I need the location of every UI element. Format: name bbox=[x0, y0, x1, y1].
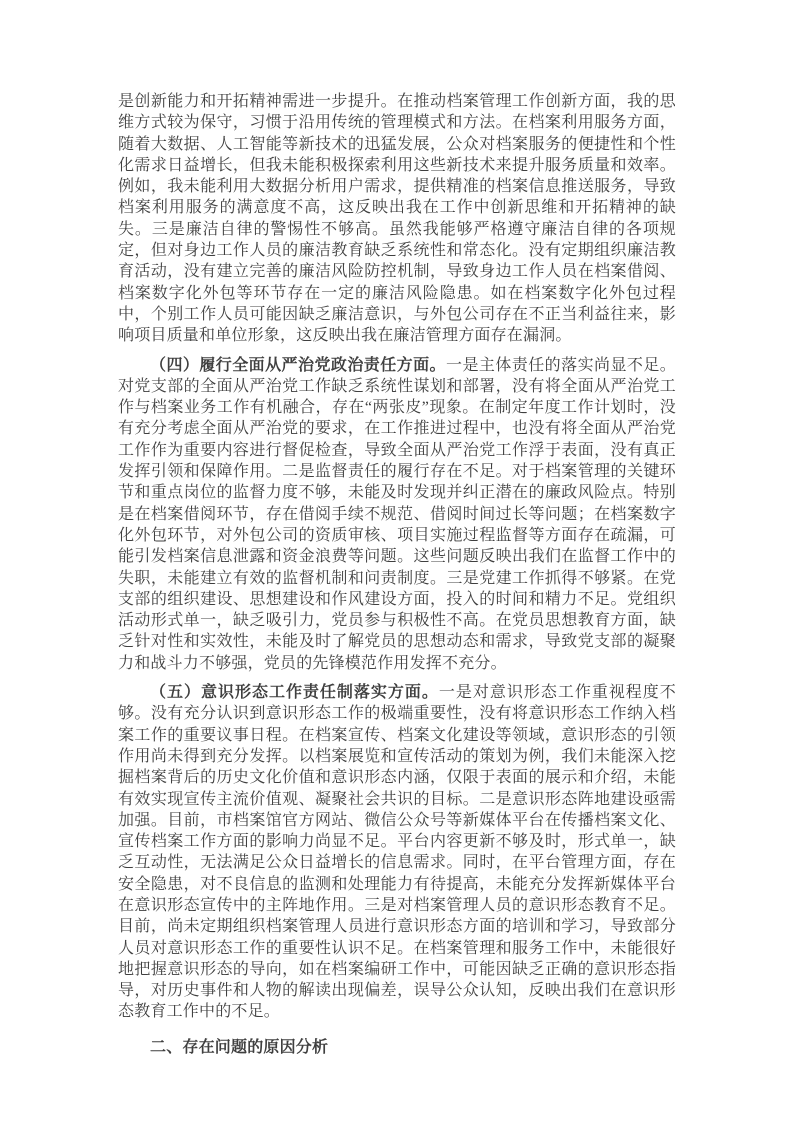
chapter-2-heading: 二、存在问题的原因分析 bbox=[150, 1038, 329, 1056]
section-4-heading: （四）履行全面从严治党政治责任方面。 bbox=[150, 356, 447, 374]
paragraph-continuation-text: 是创新能力和开拓精神需进一步提升。在推动档案管理工作创新方面，我的思维方式较为保守，习惯于沿用传统的管理模式和方法。在档案利用服务方面，随着大数据、人工智能等新技术的迅猛发展，公众对档案服务的便捷性和个性化需求日益增长，但我未能积极探索利用这些新技术来提升服务质量和效率。例如，我未能利用大数据分析用户需求，提供精准的档案信息推送服务，导致档案利用服务的满意度不高，这反映出我在工作中创新思维和开拓精神的缺失。三是廉洁自律的警惕性不够高。虽然我能够严格遵守廉洁自律的各项规定，但对身边工作人员的廉洁教育缺乏系统性和常态化。没有定期组织廉洁教育活动，没有建立完善的廉洁风险防控机制，导致身边工作人员在档案借阅、档案数字化外包等环节存在一定的廉洁风险隐患。如在档案数字化外包过程中，个别工作人员可能因缺乏廉洁意识，与外包公司存在不正当利益往来，影响项目质量和单位形象，这反映出我在廉洁管理方面存在漏洞。 bbox=[118, 93, 676, 345]
paragraph-section-5 bbox=[118, 682, 676, 1023]
section-5-body: 一是对意识形态工作重视程度不够。没有充分认识到意识形态工作的极端重要性，没有将意识形态工作纳入档案工作的重要议事日程。在档案宣传、档案文化建设等领域，意识形态的引领作用尚未得到充分发挥。以档案展览和宣传活动的策划为例，我们未能深入挖掘档案背后的历史文化价值和意识形态内涵，仅限于表面的展示和介绍，未能有效实现宣传主流价值观、凝聚社会共识的目标。二是意识形态阵地建设亟需加强。目前，市档案馆官方网站、微信公众号等新媒体平台在传播档案文化、宣传档案工作方面的影响力尚显不足。平台内容更新不够及时，形式单一，缺乏互动性，无法满足公众日益增长的信息需求。同时，在平台管理方面，存在安全隐患，对不良信息的监测和处理能力有待提高，未能充分发挥新媒体平台在意识形态宣传中的主阵地作用。三是对档案管理人员的意识形态教育不足。目前，尚未定期组织档案管理人员进行意识形态方面的培训和学习，导致部分人员对意识形态工作的重要性认识不足。在档案管理和服务工作中，未能很好地把握意识形态的导向，如在档案编研工作中，可能因缺乏正确的意识形态指导，对历史事件和人物的解读出现偏差，误导公众认知，反映出我们在意识形态教育工作中的不足。 bbox=[118, 684, 676, 1021]
document-body bbox=[118, 91, 676, 1058]
paragraph-section-4 bbox=[118, 355, 676, 674]
section-5-heading: （五）意识形态工作责任制落实方面。 bbox=[150, 684, 439, 702]
paragraph-continuation bbox=[118, 91, 676, 347]
section-4-body: 一是主体责任的落实尚显不足。对党支部的全面从严治党工作缺乏系统性谋划和部署，没有将全面从严治党工作与档案业务工作有机融合，存在“两张皮”现象。在制定年度工作计划时，没有充分考虑全面从严治党的要求，在工作推进过程中，也没有将全面从严治党工作作为重要内容进行督促检查，导致全面从严治党工作浮于表面，没有真正发挥引领和保障作用。二是监督责任的履行存在不足。对于档案管理的关键环节和重点岗位的监督力度不够，未能及时发现并纠正潜在的廉政风险点。特别是在档案借阅环节，存在借阅手续不规范、借阅时间过长等问题；在档案数字化外包环节，对外包公司的资质审核、项目实施过程监督等方面存在疏漏，可能引发档案信息泄露和资金浪费等问题。这些问题反映出我们在监督工作中的失职，未能建立有效的监督机制和问责制度。三是党建工作抓得不够紧。在党支部的组织建设、思想建设和作风建设方面，投入的时间和精力不足。党组织活动形式单一，缺乏吸引力，党员参与积极性不高。在党员思想教育方面，缺乏针对性和实效性，未能及时了解党员的思想动态和需求，导致党支部的凝聚力和战斗力不够强，党员的先锋模范作用发挥不充分。 bbox=[118, 356, 676, 672]
